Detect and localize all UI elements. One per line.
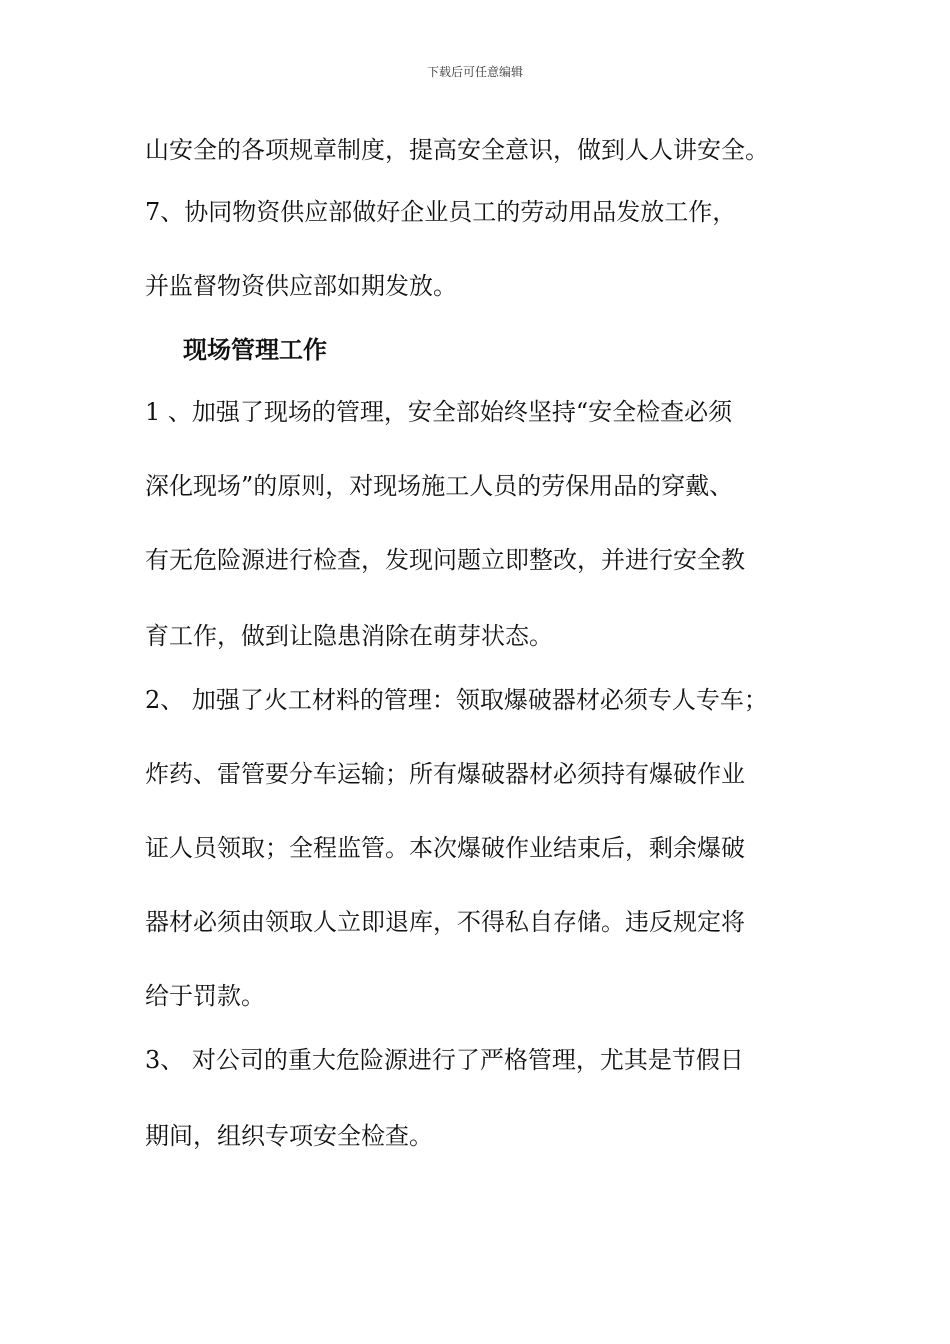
paragraph-line: 给于罚款。 <box>145 982 265 1010</box>
paragraph-line: 1 、加强了现场的管理，安全部始终坚持“安全检查必须 <box>145 398 733 426</box>
paragraph-line: 证人员领取；全程监管。本次爆破作业结束后，剩余爆破 <box>145 834 745 862</box>
paragraph-line: 3、 对公司的重大危险源进行了严格管理，尤其是节假日 <box>145 1046 744 1074</box>
paragraph-line: 器材必须由领取人立即退库，不得私自存储。违反规定将 <box>145 908 745 936</box>
paragraph-line: 有无危险源进行检查，发现问题立即整改，并进行安全教 <box>145 546 745 574</box>
page-header: 下载后可任意编辑 <box>426 65 523 79</box>
paragraph-line: 育工作，做到让隐患消除在萌芽状态。 <box>145 622 553 650</box>
paragraph-line: 深化现场”的原则，对现场施工人员的劳保用品的穿戴、 <box>145 472 734 500</box>
paragraph-line: 山安全的各项规章制度，提高安全意识，做到人人讲安全。 <box>145 136 769 164</box>
paragraph-line: 7、协同物资供应部做好企业员工的劳动用品发放工作， <box>145 198 737 226</box>
section-heading: 现场管理工作 <box>183 336 327 364</box>
paragraph-line: 并监督物资供应部如期发放。 <box>145 272 457 300</box>
paragraph-line: 期间，组织专项安全检查。 <box>145 1122 433 1150</box>
paragraph-line: 2、 加强了火工材料的管理：领取爆破器材必须专人专车； <box>145 686 768 714</box>
paragraph-line: 炸药、雷管要分车运输；所有爆破器材必须持有爆破作业 <box>145 760 745 788</box>
